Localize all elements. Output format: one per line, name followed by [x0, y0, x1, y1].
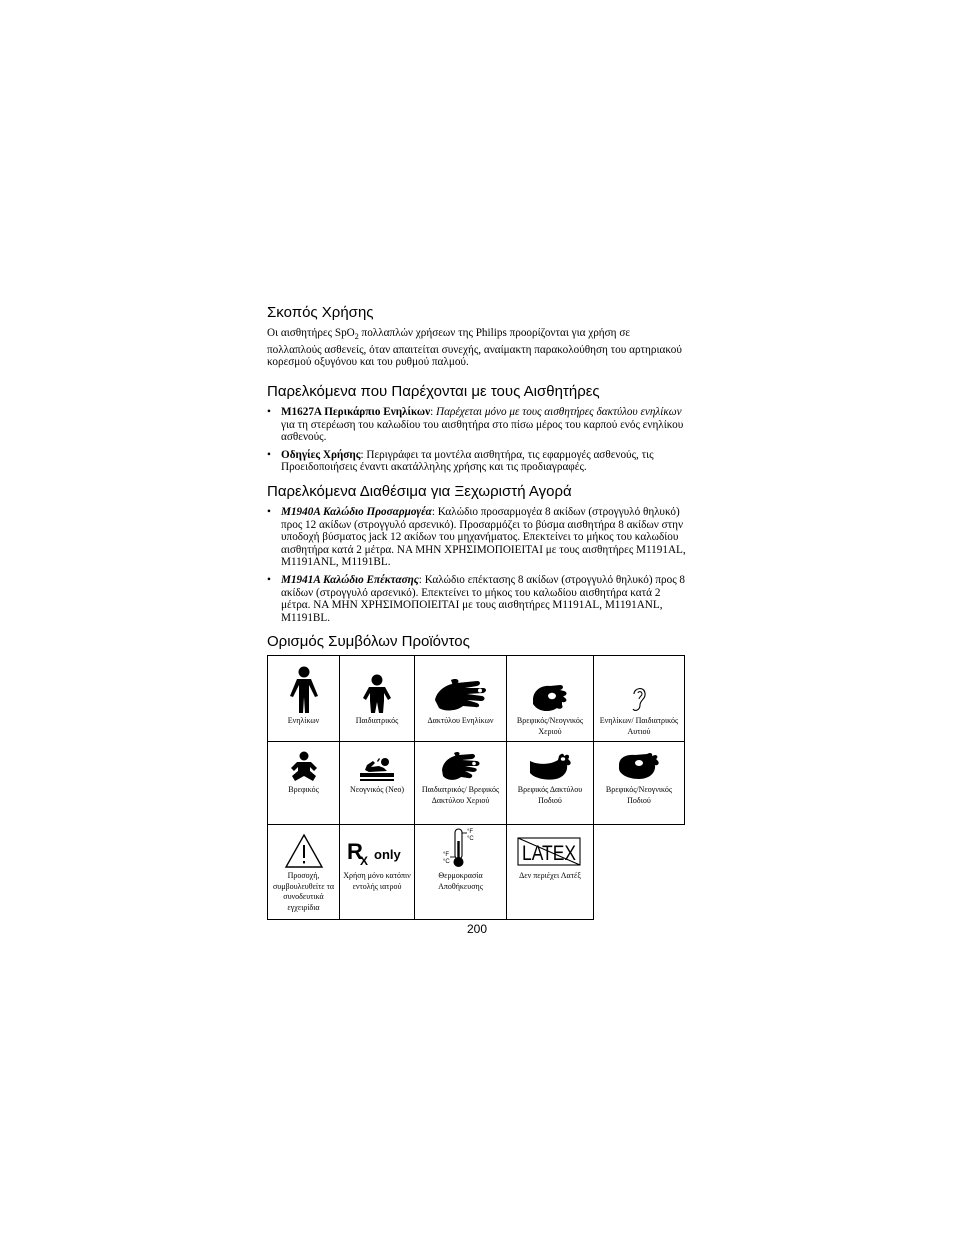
- symbol-caption: Παιδιατρικός: [355, 716, 399, 725]
- section-intended-use: [267, 304, 687, 369]
- svg-text:°C: °C: [466, 836, 474, 842]
- svg-text:°F: °F: [442, 852, 449, 858]
- empty-cell: [594, 825, 685, 920]
- symbol-cell: [340, 825, 415, 920]
- symbol-caption: Βρεφικός/Νεογνικός Χεριού: [516, 716, 584, 736]
- symbol-caption: Ενηλίκων: [287, 716, 320, 725]
- infant-figure-icon: [289, 751, 319, 783]
- symbol-cell: [415, 742, 507, 825]
- pediatric-infant-finger-hand-icon: [440, 751, 482, 783]
- rx-only-icon: [345, 837, 409, 869]
- svg-text:R: R: [347, 839, 363, 864]
- svg-text:LATEX: LATEX: [522, 842, 576, 865]
- symbol-caption: Βρεφικός: [288, 785, 319, 794]
- svg-text:°C: °C: [442, 859, 450, 865]
- list-item: • M1941A Καλώδιο Επέκτασης: Καλώδιο επέκτασης 8 ακίδων (στρογγυλό θηλυκό) προς 8 ακίδων (στρογγυλό αρσενικό). Επεκτείνει το μήκος του καλωδίου αισθητήρα κατά 2 μέτρα. ΝΑ ΜΗΝ ΧΡΗΣΙΜΟΠΟΙΕΙΤΑΙ με τους αισθητήρες M1191AL, M1191ANL, M1191BL.: [267, 574, 687, 624]
- svg-text:only: only: [374, 847, 401, 862]
- page-number: 200: [466, 922, 488, 936]
- symbol-cell: [268, 656, 340, 742]
- thermometer-icon: [440, 827, 482, 869]
- infant-toe-foot-icon: [528, 751, 572, 783]
- svg-text:X: X: [360, 854, 369, 868]
- table-row: [268, 742, 685, 825]
- pediatric-figure-icon: [360, 674, 394, 714]
- list-item: • M1940A Καλώδιο Προσαρμογέα: Καλώδιο προσαρμογέα 8 ακίδων (στρογγυλό θηλυκό) προς 12 ακίδων (στρογγυλό αρσενικό). Προσαρμόζει το βύσμα αισθητήρα 8 ακίδων στην υποδοχή βύσματος jack 12 ακίδων του μηχανήματος. Επεκτείνει το μήκος του καλωδίου αισθητήρα κατά 2 μέτρα. ΝΑ ΜΗΝ ΧΡΗΣΙΜΟΠΟΙΕΙΤΑΙ με τους αισθητήρες M1191AL, M1191ANL, M1191BL.: [267, 506, 687, 569]
- symbol-caption: Δεν περιέχει Λατέξ: [519, 871, 581, 880]
- section-title: Σκοπός Χρήσης: [267, 304, 374, 321]
- section-title: Παρελκόμενα που Παρέχονται με τους Αισθητήρες: [267, 383, 600, 401]
- ear-icon: [629, 684, 649, 714]
- symbol-caption: Χρήση μόνο κατόπιν εντολής ιατρού: [343, 871, 411, 891]
- list-item: • M1627A Περικάρπιο Ενηλίκων: Παρέχεται μόνο με τους αισθητήρες δακτύλου ενηλίκων για τη στερέωση του καλωδίου του αισθητήρα στο πίσω μέρος του καρπού ενός ενηλίκου ασθενούς.: [267, 406, 687, 444]
- symbol-cell: [268, 825, 340, 920]
- bullet-list: [267, 406, 687, 474]
- symbol-caption: Παιδιατρικός/ Βρεφικός Δακτύλου Χεριού: [421, 785, 500, 805]
- infant-neonatal-foot-icon: [617, 751, 661, 783]
- symbol-cell: [415, 656, 507, 742]
- symbol-caption: Βρεφικός/Νεογνικός Ποδιού: [605, 785, 673, 805]
- infant-neonatal-hand-icon: [530, 682, 570, 714]
- symbols-table: [267, 655, 685, 920]
- table-row: [268, 656, 685, 742]
- symbol-caption: Δακτύλου Ενηλίκων: [427, 716, 494, 725]
- symbol-caption: Ενηλίκων/ Παιδιατρικός Αυτιού: [599, 716, 679, 736]
- symbol-caption: Βρεφικός Δακτύλου Ποδιού: [517, 785, 583, 805]
- table-row: [268, 825, 685, 920]
- symbol-cell: [415, 825, 507, 920]
- bullet-list: [267, 506, 687, 624]
- symbol-cell: [340, 656, 415, 742]
- page-content: [267, 304, 687, 656]
- section-symbol-definitions: [267, 633, 687, 651]
- symbol-caption: Θερμοκρασία Αποθήκευσης: [438, 871, 483, 891]
- symbol-cell: [594, 742, 685, 825]
- symbol-caption: Προσοχή, συμβουλευθείτε τα συνοδευτικά εγχειρίδια: [272, 871, 335, 912]
- symbol-cell: [507, 656, 594, 742]
- symbol-cell: [594, 656, 685, 742]
- symbol-cell: [340, 742, 415, 825]
- symbol-caption: Νεογνικός (Neo): [349, 785, 405, 794]
- section-title: Παρελκόμενα Διαθέσιμα για Ξεχωριστή Αγορά: [267, 482, 572, 500]
- list-item: • Οδηγίες Χρήσης: Περιγράφει τα μοντέλα αισθητήρα, τις εφαρμογές ασθενούς, τις Προειδοποιήσεις έναντι ακατάλληλης χρήσης και τις προδιαγραφές.: [267, 449, 687, 474]
- adult-figure-icon: [284, 666, 324, 714]
- symbol-cell: [268, 742, 340, 825]
- section-optional-accessories: [267, 483, 687, 624]
- caution-triangle-icon: [284, 833, 324, 869]
- symbol-cell: [507, 825, 594, 920]
- latex-free-icon: [517, 833, 583, 869]
- symbol-cell: [507, 742, 594, 825]
- section-supplied-accessories: [267, 383, 687, 474]
- adult-finger-hand-icon: [433, 678, 489, 714]
- intended-use-paragraph: Οι αισθητήρες SpO$_2$ πολλαπλών χρήσεων της Philips προορίζονται για χρήση σε πολλαπλούς ασθενείς, όταν απαιτείται συνεχής, αναίμακτη παρακολούθηση του αρτηριακού κορεσμού οξυγόνου και του ρυθμού παλμού.: [267, 327, 682, 369]
- section-title: Ορισμός Συμβόλων Προϊόντος: [267, 633, 470, 651]
- svg-text:°F: °F: [466, 829, 473, 835]
- neonatal-icon: [357, 757, 397, 783]
